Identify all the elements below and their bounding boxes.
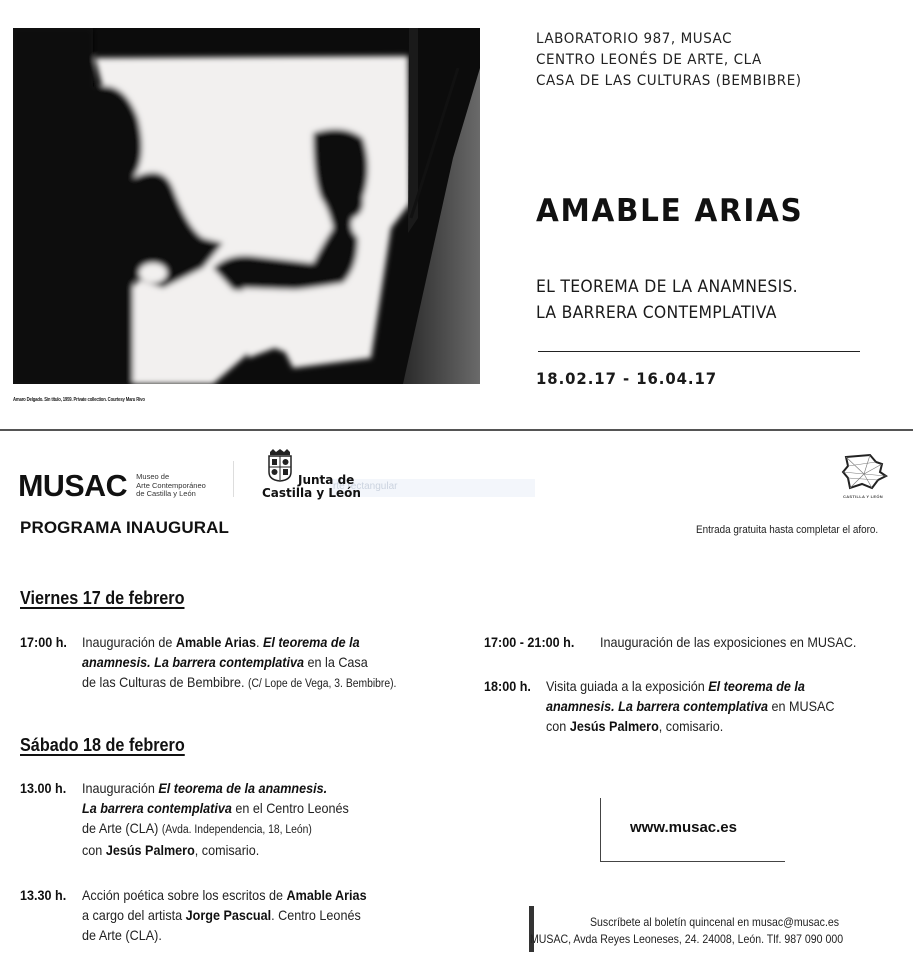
exhibition-title	[536, 274, 821, 326]
free-entry-note: Entrada gratuita hasta completar el aforo.	[696, 524, 879, 536]
venue-item: CASA DE LAS CULTURAS (BEMBIBRE)	[536, 73, 802, 89]
exhibition-dates: 18.02.17 - 16.04.17	[536, 369, 718, 388]
newsletter-note: Suscríbete al boletín quincenal en musac@musac.es	[590, 915, 840, 929]
day-heading: Sábado 18 de febrero	[20, 735, 185, 755]
event-description: Acción poética sobre los escritos de Amable Arias a cargo del artista Jorge Pascual. Centro Leonés de Arte (CLA).	[82, 887, 367, 943]
event-time: 18:00 h.	[484, 678, 531, 694]
junta-logo-text: Junta de	[298, 473, 355, 487]
artist-name: AMABLE ARIAS	[536, 193, 804, 229]
exhibition-photo	[13, 28, 480, 384]
coat-of-arms-icon	[267, 448, 293, 482]
divider-rule	[538, 351, 860, 352]
address-line: MUSAC, Avda Reyes Leoneses, 24. 24008, León. Tlf. 987 090 000	[530, 932, 844, 946]
exhibition-title-line: LA BARRERA CONTEMPLATIVA	[536, 303, 777, 323]
photo-caption: Amaro Delgado. Sin título, 1959. Private collection. Courtesy Maru Rivo	[13, 397, 145, 403]
section-divider	[0, 429, 913, 431]
event-description: Inauguración El teorema de la anamnesis. La barrera contemplativa en el Centro Leonés de Arte (CLA) (Avda. Independencia, 18, León) con Jesús Palmero, comisario.	[82, 780, 349, 858]
venue-item: CENTRO LEONÉS DE ARTE, CLA	[536, 52, 762, 68]
musac-wordmark: MUSAC	[18, 468, 128, 503]
event-time: 17:00 h.	[20, 634, 67, 650]
event-time: 17:00 - 21:00 h.	[484, 634, 575, 650]
castilla-leon-map-icon	[840, 452, 888, 492]
event-description: Visita guiada a la exposición El teorema de la anamnesis. La barrera contemplativa en MUSAC con Jesús Palmero, comisario.	[546, 678, 835, 734]
castilla-leon-label: CASTILLA Y LEÓN	[843, 494, 883, 499]
venue-list	[536, 29, 822, 92]
exhibition-title-line: EL TEOREMA DE LA ANAMNESIS.	[536, 277, 798, 297]
shadow-photo-graphic	[13, 28, 480, 384]
event-time: 13.30 h.	[20, 887, 67, 903]
musac-logo	[17, 468, 206, 504]
venue-item: LABORATORIO 987, MUSAC	[536, 31, 733, 47]
placeholder-shape-text: rte rectangular	[333, 481, 398, 492]
day-heading: Viernes 17 de febrero	[20, 588, 185, 608]
event-time: 13.00 h.	[20, 780, 67, 796]
logo-separator	[233, 461, 234, 497]
program-title: PROGRAMA INAUGURAL	[20, 518, 229, 537]
event-description: Inauguración de las exposiciones en MUSAC.	[600, 634, 857, 650]
event-description: Inauguración de Amable Arias. El teorema de la anamnesis. La barrera contemplativa en la Casa de las Culturas de Bembibre. (C/ Lope de Vega, 3. Bembibre).	[82, 634, 397, 690]
musac-subtitle: Museo de Arte Contemporáneo de Castilla y León	[136, 472, 206, 499]
website-link[interactable]: www.musac.es	[630, 819, 737, 836]
junta-logo-text: Castilla y León	[262, 486, 361, 500]
